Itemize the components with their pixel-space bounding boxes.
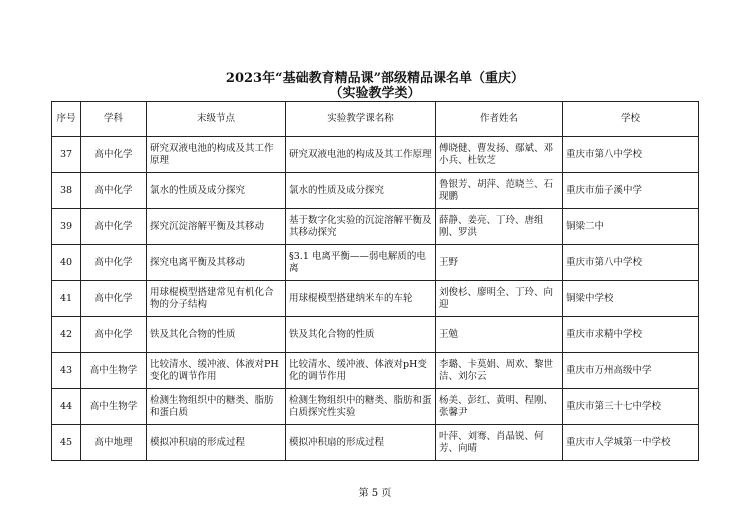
cell-subject: 高中化学 bbox=[81, 137, 147, 173]
cell-authors: 刘俊杉、廖明全、丁玲、向迎 bbox=[436, 281, 563, 317]
cell-serial: 39 bbox=[52, 209, 81, 245]
cell-subject: 高中化学 bbox=[81, 245, 147, 281]
cell-course-name: 检测生物组织中的糖类、脂肪和蛋白质探究性实验 bbox=[286, 389, 436, 425]
header-serial: 序号 bbox=[52, 102, 81, 137]
document-subtitle: （实验教学类） bbox=[329, 86, 421, 101]
cell-school: 重庆市万州高级中学 bbox=[563, 353, 699, 389]
table-row bbox=[52, 353, 699, 389]
table-row bbox=[52, 317, 699, 353]
cell-authors: 叶萍、刘骞、肖晶锐、何芳、向晴 bbox=[436, 425, 563, 461]
cell-course-name: 模拟冲积扇的形成过程 bbox=[286, 425, 436, 461]
cell-authors: 杨美、彭红、黄明、程刚、张馨尹 bbox=[436, 389, 563, 425]
cell-course-name: 氯水的性质及成分探究 bbox=[286, 173, 436, 209]
cell-subject: 高中地理 bbox=[81, 425, 147, 461]
cell-node: 氯水的性质及成分探究 bbox=[147, 173, 286, 209]
cell-serial: 44 bbox=[52, 389, 81, 425]
table-row bbox=[52, 173, 699, 209]
cell-course-name: 比较清水、缓冲液、体液对pH变化的调节作用 bbox=[286, 353, 436, 389]
table-row bbox=[52, 389, 699, 425]
cell-school: 铜梁二中 bbox=[563, 209, 699, 245]
header-authors: 作者姓名 bbox=[436, 102, 563, 137]
cell-node: 研究双液电池的构成及其工作原理 bbox=[147, 137, 286, 173]
cell-serial: 41 bbox=[52, 281, 81, 317]
cell-subject: 高中生物学 bbox=[81, 353, 147, 389]
cell-school: 重庆市第八中学校 bbox=[563, 137, 699, 173]
cell-authors: 薛静、姜亮、丁玲、唐组刚、罗洪 bbox=[436, 209, 563, 245]
cell-authors: 李璐、卡莫娟、周欢、黎世洁、刘尔云 bbox=[436, 353, 563, 389]
cell-serial: 42 bbox=[52, 317, 81, 353]
header-node: 末级节点 bbox=[147, 102, 286, 137]
cell-serial: 38 bbox=[52, 173, 81, 209]
cell-course-name: §3.1 电离平衡——弱电解质的电离 bbox=[286, 245, 436, 281]
cell-subject: 高中化学 bbox=[81, 209, 147, 245]
cell-school: 重庆市第八中学校 bbox=[563, 245, 699, 281]
cell-authors: 王野 bbox=[436, 245, 563, 281]
cell-authors: 傅晓健、曹发扬、鄢斌、邓小兵、杜钦芝 bbox=[436, 137, 563, 173]
cell-serial: 43 bbox=[52, 353, 81, 389]
table-row bbox=[52, 425, 699, 461]
cell-serial: 37 bbox=[52, 137, 81, 173]
cell-school: 重庆市求精中学校 bbox=[563, 317, 699, 353]
table-row bbox=[52, 137, 699, 173]
table-row bbox=[52, 245, 699, 281]
cell-authors: 鲁银芳、胡萍、范晓兰、石现鹏 bbox=[436, 173, 563, 209]
cell-school: 重庆市人学城第一中学校 bbox=[563, 425, 699, 461]
cell-node: 探究沉淀溶解平衡及其移动 bbox=[147, 209, 286, 245]
header-course-name: 实验教学课名称 bbox=[286, 102, 436, 137]
cell-subject: 高中化学 bbox=[81, 317, 147, 353]
cell-subject: 高中化学 bbox=[81, 173, 147, 209]
cell-course-name: 铁及其化合物的性质 bbox=[286, 317, 436, 353]
cell-school: 重庆市第三十七中学校 bbox=[563, 389, 699, 425]
cell-node: 探究电离平衡及其移动 bbox=[147, 245, 286, 281]
cell-node: 铁及其化合物的性质 bbox=[147, 317, 286, 353]
cell-course-name: 基于数字化实验的沉淀溶解平衡及其移动探究 bbox=[286, 209, 436, 245]
cell-school: 重庆市茄子溪中学 bbox=[563, 173, 699, 209]
cell-course-name: 研究双液电池的构成及其工作原理 bbox=[286, 137, 436, 173]
cell-course-name: 用球棍模型搭建纳米车的车轮 bbox=[286, 281, 436, 317]
cell-subject: 高中生物学 bbox=[81, 389, 147, 425]
cell-subject: 高中化学 bbox=[81, 281, 147, 317]
course-list-table bbox=[51, 101, 699, 461]
cell-school: 铜梁中学校 bbox=[563, 281, 699, 317]
cell-node: 用球棍模型搭建常见有机化合物的分子结构 bbox=[147, 281, 286, 317]
table-header-row bbox=[52, 102, 699, 137]
table-row bbox=[52, 281, 699, 317]
header-subject: 学科 bbox=[81, 102, 147, 137]
header-school: 学校 bbox=[563, 102, 699, 137]
cell-serial: 40 bbox=[52, 245, 81, 281]
table-row bbox=[52, 209, 699, 245]
cell-node: 检测生物组织中的糖类、脂肪和蛋白质 bbox=[147, 389, 286, 425]
document-title: 2023年“基础教育精品课”部级精品课名单（重庆） bbox=[225, 71, 525, 86]
page-number: 第 5 页 bbox=[358, 488, 392, 499]
cell-authors: 王勉 bbox=[436, 317, 563, 353]
cell-node: 比较清水、缓冲液、体液对PH变化的调节作用 bbox=[147, 353, 286, 389]
cell-node: 模拟冲积扇的形成过程 bbox=[147, 425, 286, 461]
cell-serial: 45 bbox=[52, 425, 81, 461]
